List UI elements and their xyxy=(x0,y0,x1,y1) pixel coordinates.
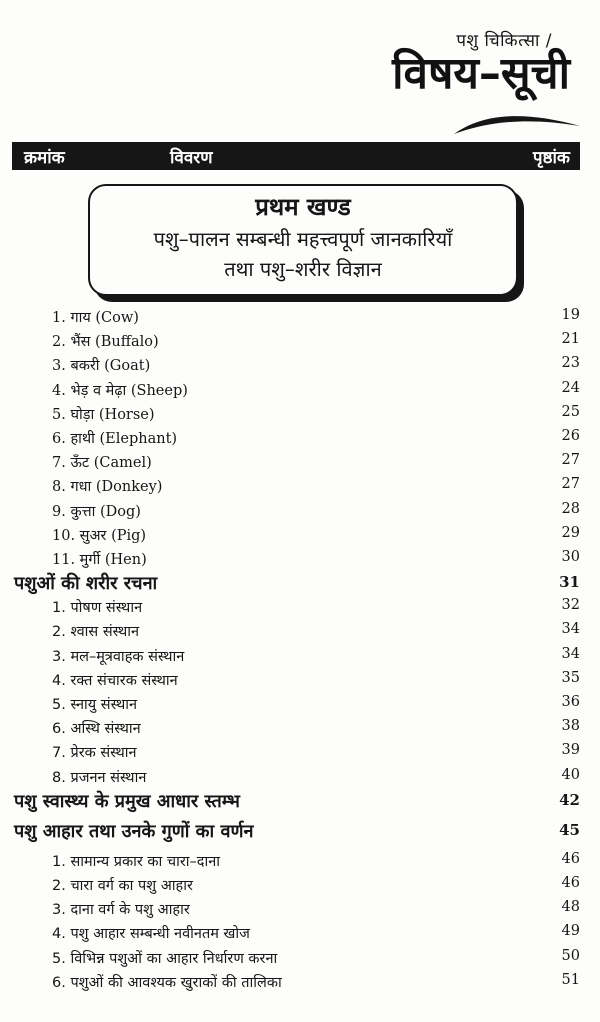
toc-entry-row xyxy=(0,402,600,426)
entry-page-number: 31 xyxy=(559,573,580,592)
entry-label: 1. सामान्य प्रकार का चारा–दाना xyxy=(52,853,221,870)
toc-entry-row xyxy=(0,692,600,716)
entry-page-number: 21 xyxy=(561,331,580,348)
entry-label: 6. अस्थि संस्थान xyxy=(52,721,141,738)
entry-page-number: 51 xyxy=(561,971,580,988)
toc-entry-row xyxy=(0,329,600,353)
section-subtitle-line1: पशु–पालन सम्बन्धी महत्त्वपूर्ण जानकारियाँ xyxy=(153,227,453,251)
toc-entry-row xyxy=(0,897,600,921)
toc-entry-row xyxy=(0,765,600,789)
toc-entry-row xyxy=(0,595,600,619)
entry-page-number: 25 xyxy=(561,403,580,420)
entry-page-number: 23 xyxy=(561,355,580,372)
toc-entry-row xyxy=(0,378,600,402)
entry-page-number: 45 xyxy=(559,820,580,839)
entry-page-number: 36 xyxy=(561,694,580,710)
toc-entry-row xyxy=(0,849,600,873)
entry-page-number: 42 xyxy=(559,790,580,809)
entry-label: पशु आहार तथा उनके गुणों का वर्णन xyxy=(14,820,254,842)
entry-page-number: 32 xyxy=(561,597,580,614)
entry-label: 11. मुर्गी (Hen) xyxy=(52,551,147,568)
entry-label: 2. चारा वर्ग का पशु आहार xyxy=(52,877,193,894)
entry-page-number: 46 xyxy=(561,874,580,891)
toc-section-row xyxy=(0,571,600,595)
entry-page-number: 24 xyxy=(561,379,580,396)
entry-label: 4. पशु आहार सम्बन्धी नवीनतम खोज xyxy=(52,926,250,943)
entry-label: 5. विभिन्न पशुओं का आहार निर्धारण करना xyxy=(52,950,278,967)
entry-label: 8. प्रजनन संस्थान xyxy=(52,769,147,786)
entry-label: 8. गधा (Donkey) xyxy=(52,479,163,496)
toc-entry-row xyxy=(0,970,600,994)
entry-label: 6. हाथी (Elephant) xyxy=(52,430,178,447)
toc-entry-row xyxy=(0,450,600,474)
toc-section-row xyxy=(0,819,600,849)
entry-label: 6. पशुओं की आवश्यक खुराकों की तालिका xyxy=(52,974,282,991)
toc-entry-row xyxy=(0,547,600,571)
entry-label: 2. भैंस (Buffalo) xyxy=(52,334,159,351)
entry-label: 7. प्रेरक संस्थान xyxy=(52,745,137,762)
toc-entry-row xyxy=(0,873,600,897)
toc-entry-row xyxy=(0,305,600,329)
toc-entry-row xyxy=(0,921,600,945)
header-serial: क्रमांक xyxy=(24,148,65,168)
entry-label: 3. मल–मूत्रवाहक संस्थान xyxy=(52,648,185,665)
toc-entry-row xyxy=(0,668,600,692)
toc-header-bar xyxy=(12,142,580,170)
toc-entry-row xyxy=(0,644,600,668)
toc-entry-row xyxy=(0,716,600,740)
toc-section-row xyxy=(0,789,600,819)
entry-page-number: 38 xyxy=(561,718,580,735)
entry-label: 1. पोषण संस्थान xyxy=(52,600,143,617)
entry-page-number: 29 xyxy=(561,524,580,541)
entry-label: 5. स्नायु संस्थान xyxy=(52,697,138,713)
header-page: पृष्ठांक xyxy=(532,148,570,168)
entry-page-number: 19 xyxy=(561,307,580,323)
entry-page-number: 26 xyxy=(561,427,580,444)
header-description: विवरण xyxy=(170,148,213,168)
toc-entry-row xyxy=(0,474,600,498)
entry-page-number: 46 xyxy=(561,850,580,867)
toc-entry-row xyxy=(0,619,600,643)
entry-label: 3. दाना वर्ग के पशु आहार xyxy=(52,902,190,919)
entry-page-number: 50 xyxy=(561,947,580,964)
book-title: पशु चिकित्सा / xyxy=(456,31,552,51)
decorative-swoosh xyxy=(452,110,582,136)
entry-label: 4. भेड़ व मेढ़ा (Sheep) xyxy=(52,382,188,399)
toc-entry-row xyxy=(0,523,600,547)
entry-label: 9. कुत्ता (Dog) xyxy=(52,503,141,520)
entry-label: 3. बकरी (Goat) xyxy=(52,358,151,375)
entry-label: 4. रक्त संचारक संस्थान xyxy=(52,672,178,689)
entry-page-number: 27 xyxy=(561,476,580,493)
contents-heading: विषय–सूची xyxy=(392,48,570,99)
entry-page-number: 27 xyxy=(561,452,580,469)
entry-page-number: 34 xyxy=(561,621,580,638)
entry-label: पशु स्वास्थ्य के प्रमुख आधार स्तम्भ xyxy=(14,790,240,812)
entry-page-number: 48 xyxy=(561,899,580,916)
entry-page-number: 39 xyxy=(561,742,580,759)
toc-entry-row xyxy=(0,946,600,970)
entry-page-number: 35 xyxy=(561,669,580,686)
toc-entry-row xyxy=(0,499,600,523)
entry-label: 2. श्वास संस्थान xyxy=(52,624,140,641)
toc-entry-row xyxy=(0,353,600,377)
entry-page-number: 28 xyxy=(561,500,580,517)
entry-label: 1. गाय (Cow) xyxy=(52,310,139,326)
entry-label: 7. ऊँट (Camel) xyxy=(52,455,152,472)
toc-entry-row xyxy=(0,426,600,450)
entry-page-number: 49 xyxy=(561,923,580,940)
toc-entry-row xyxy=(0,740,600,764)
toc-list xyxy=(0,305,600,994)
section-subtitle-line2: तथा पशु–शरीर विज्ञान xyxy=(224,257,382,281)
entry-label: 10. सुअर (Pig) xyxy=(52,527,147,544)
section-title: प्रथम खण्ड xyxy=(255,193,351,221)
entry-page-number: 34 xyxy=(561,645,580,662)
entry-page-number: 40 xyxy=(561,766,580,783)
entry-page-number: 30 xyxy=(561,548,580,565)
entry-label: 5. घोड़ा (Horse) xyxy=(52,406,155,423)
entry-label: पशुओं की शरीर रचना xyxy=(14,573,158,595)
section-box xyxy=(88,184,518,296)
